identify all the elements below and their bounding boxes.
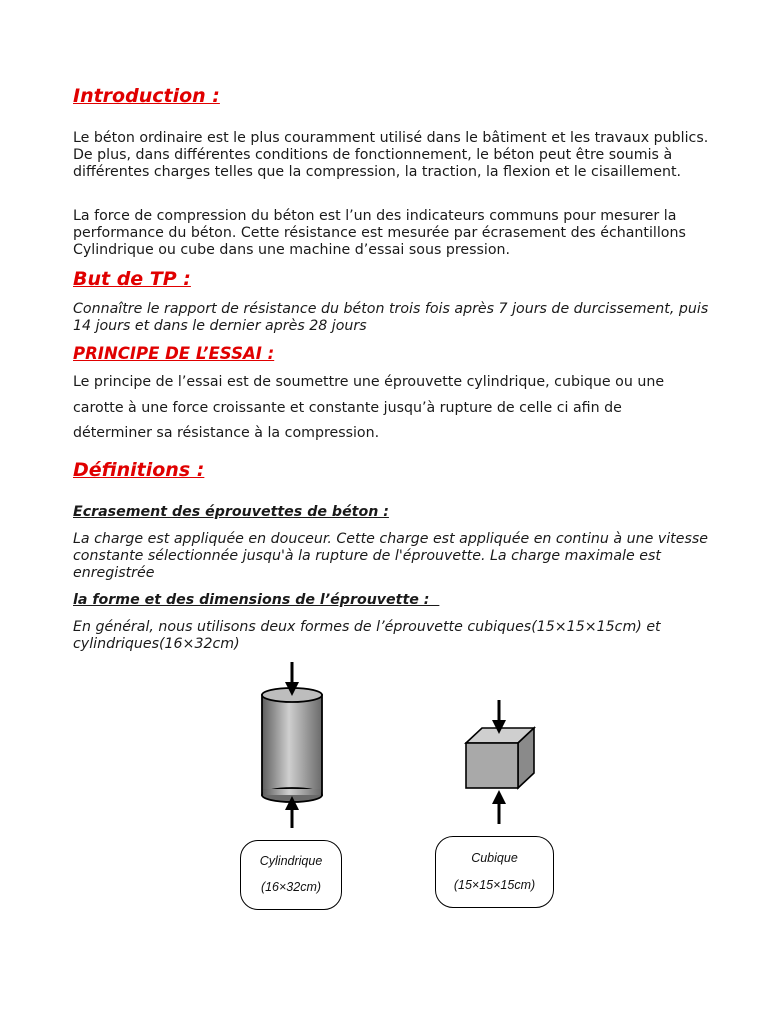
cube-label: Cubique (471, 851, 518, 865)
intro-paragraph-1: Le béton ordinaire est le plus couramment utilisé dans le bâtiment et les travaux publics. De plus, dans différentes conditions de fonctionnement, le béton peut être soumis à différentes charges telles que la compression, la traction, la flexion et le cisaillement. (73, 130, 709, 180)
ecrasement-subheading: Ecrasement des éprouvettes de béton : (73, 504, 389, 520)
introduction-heading: Introduction : (73, 85, 220, 107)
cylinder-specimen (262, 688, 322, 802)
cylinder-dimensions: (16×32cm) (260, 880, 322, 894)
forme-text: En général, nous utilisons deux formes de l’éprouvette cubiques(15×15×15cm) et cylindriques(16×32cm) (73, 619, 661, 652)
forme-subheading: la forme et des dimensions de l’éprouvette : (73, 592, 440, 608)
cube-bottom-arrow (492, 790, 506, 824)
principe-text: Le principe de l’essai est de soumettre une éprouvette cylindrique, cubique ou une carotte à une force croissante et constante jusqu’à rupture de celle ci afin de déterminer sa résistance à la compression. (73, 374, 665, 441)
but-heading: But de TP : (73, 268, 191, 290)
cube-specimen (466, 728, 534, 788)
ecrasement-text: La charge est appliquée en douceur. Cette charge est appliquée en continu à une vitesse constante sélectionnée jusqu'à la rupture de l'éprouvette. La charge maximale est enregistrée (73, 531, 708, 581)
cylinder-label: Cylindrique (259, 854, 323, 868)
cube-label-box (435, 836, 554, 908)
but-text: Connaître le rapport de résistance du béton trois fois après 7 jours de durcissement, puis 14 jours et dans le dernier après 28 jours (73, 301, 709, 334)
principe-heading: PRINCIPE DE L’ESSAI : (73, 344, 275, 363)
cylinder-label-box (240, 840, 342, 910)
intro-paragraph-2: La force de compression du béton est l’un des indicateurs communs pour mesurer la performance du béton. Cette résistance est mesurée par écrasement des échantillons Cylindrique ou cube dans une machine d’essai sous pression. (73, 208, 686, 258)
definitions-heading: Définitions : (73, 459, 205, 481)
cube-dimensions: (15×15×15cm) (453, 878, 536, 892)
